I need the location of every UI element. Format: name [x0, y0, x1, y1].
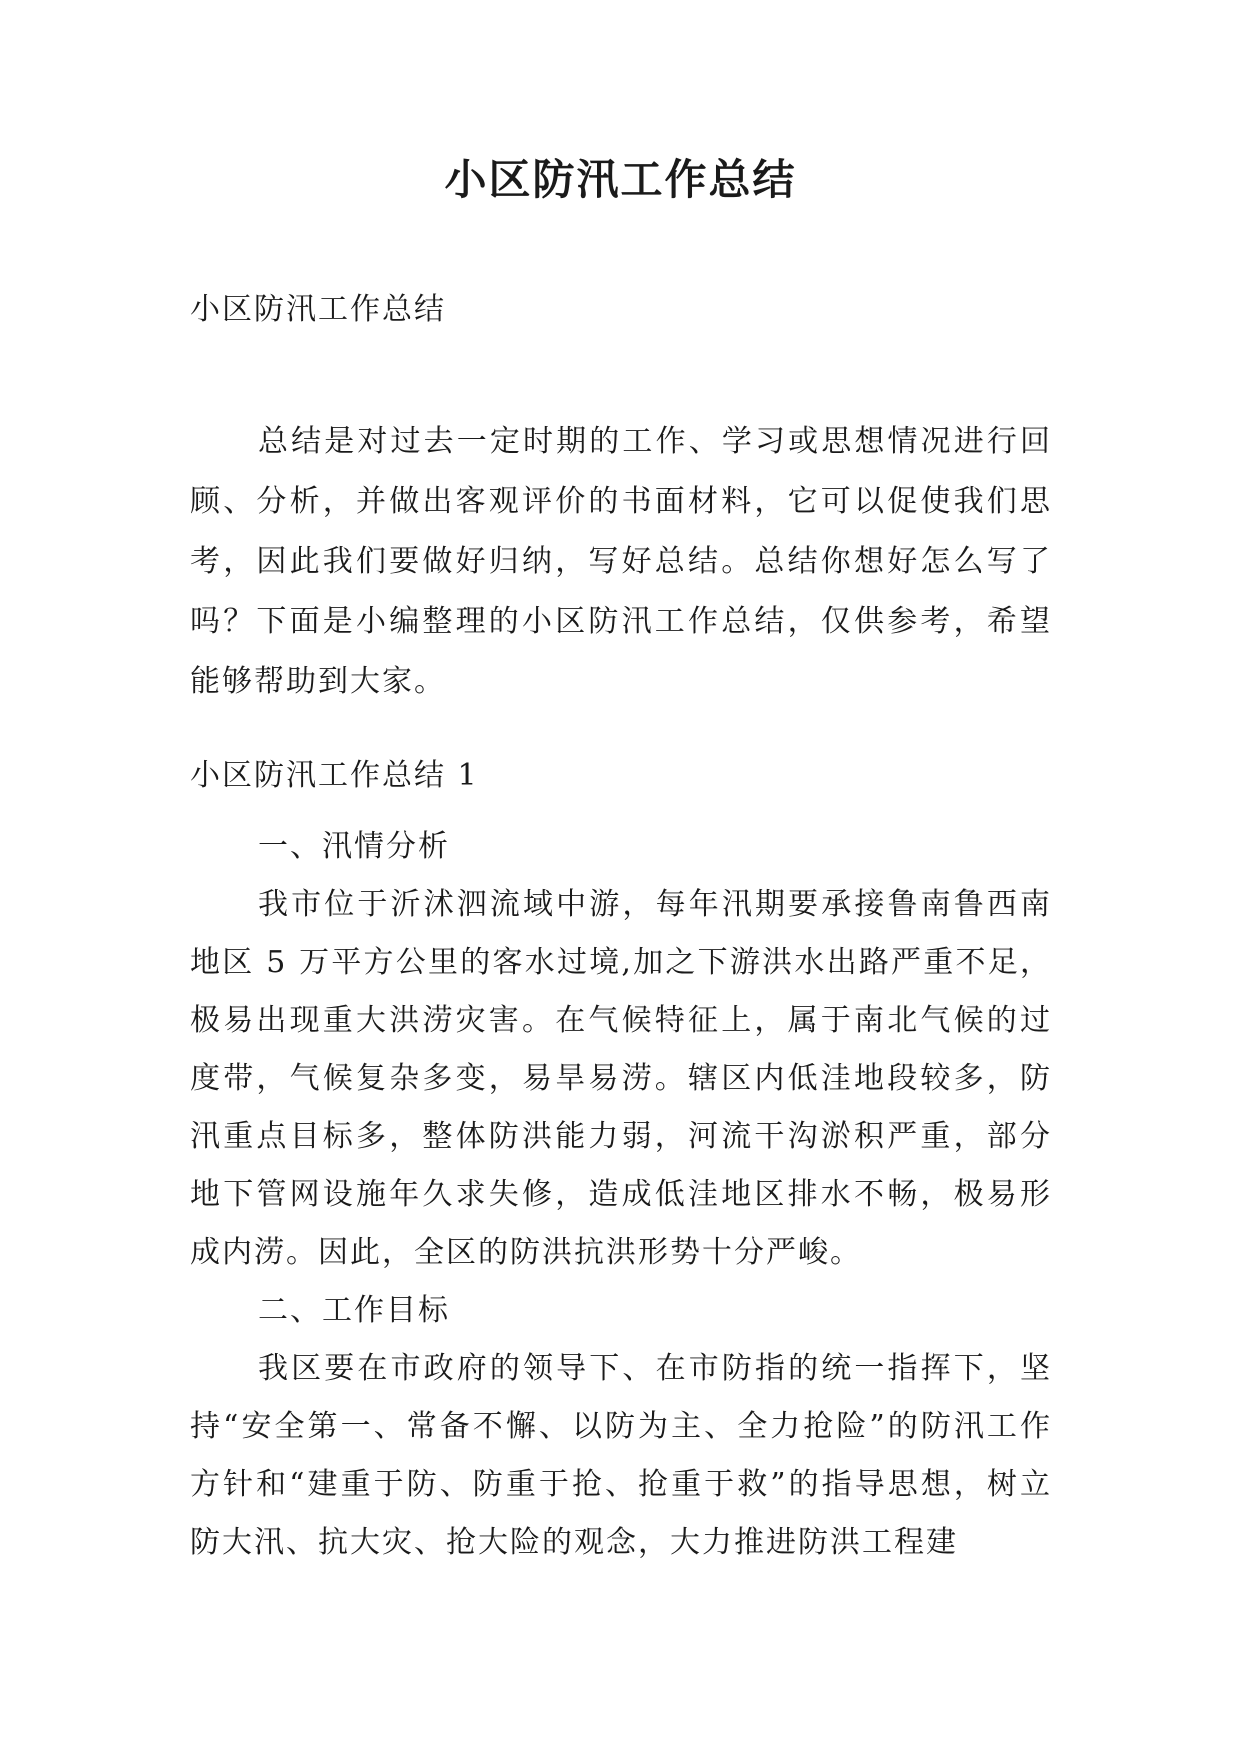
- document-title: 小区防汛工作总结: [444, 155, 797, 204]
- section-content: [190, 818, 1052, 1572]
- section-title: 小区防汛工作总结 1: [190, 758, 479, 793]
- paragraph-flood-analysis: 我市位于沂沭泗流域中游，每年汛期要承接鲁南鲁西南地区 5 万平方公里的客水过境,加之下游洪水出路严重不足，极易出现重大洪涝灾害。在气候特征上，属于南北气候的过度带，气候复杂多变，易旱易涝。辖区内低洼地段较多，防汛重点目标多，整体防洪能力弱，河流干沟淤积严重，部分地下管网设施年久求失修，造成低洼地区排水不畅，极易形成内涝。因此，全区的防洪抗洪形势十分严峻。: [190, 887, 1052, 1270]
- heading-flood-analysis: 一、汛情分析: [258, 829, 450, 864]
- heading-work-goals: 二、工作目标: [258, 1293, 450, 1328]
- document-subtitle: 小区防汛工作总结: [190, 292, 446, 327]
- intro-paragraph: 总结是对过去一定时期的工作、学习或思想情况进行回顾、分析，并做出客观评价的书面材料，它可以促使我们思考，因此我们要做好归纳，写好总结。总结你想好怎么写了吗？下面是小编整理的小区防汛工作总结，仅供参考，希望能够帮助到大家。: [190, 424, 1052, 699]
- paragraph-work-goals: 我区要在市政府的领导下、在市防指的统一指挥下，坚持“安全第一、常备不懈、以防为主、全力抢险”的防汛工作方针和“建重于防、防重于抢、抢重于救”的指导思想，树立防大汛、抗大灾、抢大险的观念，大力推进防洪工程建: [190, 1351, 1052, 1560]
